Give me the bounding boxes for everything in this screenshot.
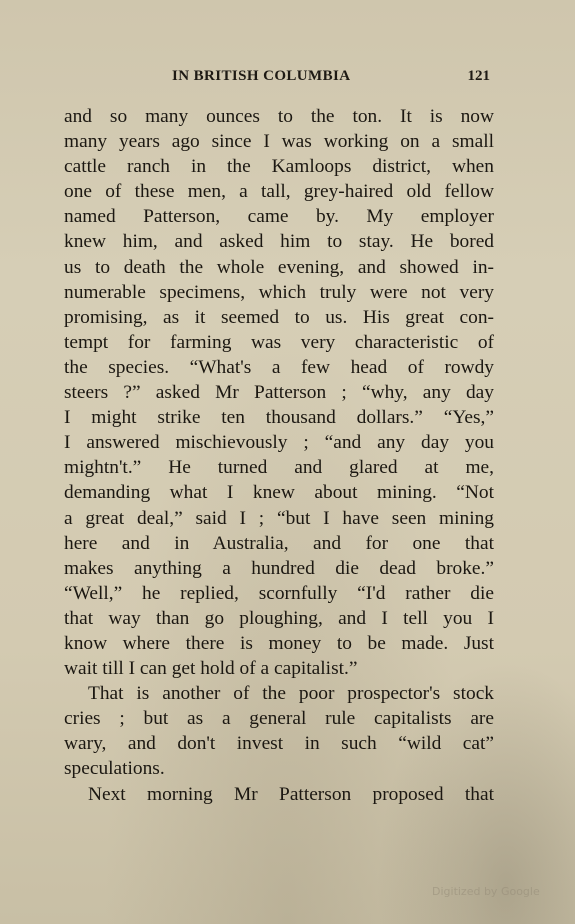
text-line: I might strike ten thousand dollars.” “Yes,” (64, 407, 494, 429)
text-line: named Patterson, came by. My employer (64, 206, 494, 228)
text-line: steers ?” asked Mr Patterson ; “why, any day (64, 382, 494, 404)
paragraph-start-line: Next morning Mr Patterson proposed that (88, 783, 494, 805)
text-line: cries ; but as a general rule capitalists are (64, 708, 494, 730)
text-line: makes anything a hundred die dead broke.” (64, 557, 494, 579)
text-line: I answered mischievously ; “and any day you (64, 432, 494, 454)
text-line: numerable specimens, which truly were not very (64, 281, 494, 303)
text-line: “Well,” he replied, scornfully “I'd rather die (64, 582, 494, 604)
text-line: promising, as it seemed to us. His great con- (64, 306, 494, 328)
text-line: cattle ranch in the Kamloops district, when (64, 156, 494, 178)
text-line: here and in Australia, and for one that (64, 532, 494, 554)
text-line: the species. “What's a few head of rowdy (64, 356, 494, 378)
text-line: one of these men, a tall, grey-haired old fellow (64, 181, 494, 203)
text-line: a great deal,” said I ; “but I have seen mining (64, 507, 494, 529)
body-text (64, 104, 494, 807)
watermark-text: Digitized by Google (432, 885, 540, 898)
text-line: tempt for farming was very characteristic of (64, 331, 494, 353)
text-line: wary, and don't invest in such “wild cat” (64, 733, 494, 755)
text-line: know where there is money to be made. Just (64, 632, 494, 654)
text-line: that way than go ploughing, and I tell you I (64, 607, 494, 629)
text-line: mightn't.” He turned and glared at me, (64, 457, 494, 479)
text-line: and so many ounces to the ton. It is now (64, 106, 494, 127)
paragraph-end-line: speculations. (64, 758, 165, 780)
text-line: demanding what I knew about mining. “Not (64, 482, 494, 504)
paragraph-start-line: That is another of the poor prospector's stock (88, 683, 494, 705)
text-line: many years ago since I was working on a small (64, 131, 494, 153)
text-line: knew him, and asked him to stay. He bored (64, 231, 494, 253)
page-header (64, 68, 494, 92)
running-head: IN BRITISH COLUMBIA (172, 68, 351, 84)
page-number: 121 (467, 68, 490, 84)
text-line: us to death the whole evening, and showed in- (64, 256, 494, 278)
paragraph-end-line: wait till I can get hold of a capitalist.” (64, 658, 358, 680)
